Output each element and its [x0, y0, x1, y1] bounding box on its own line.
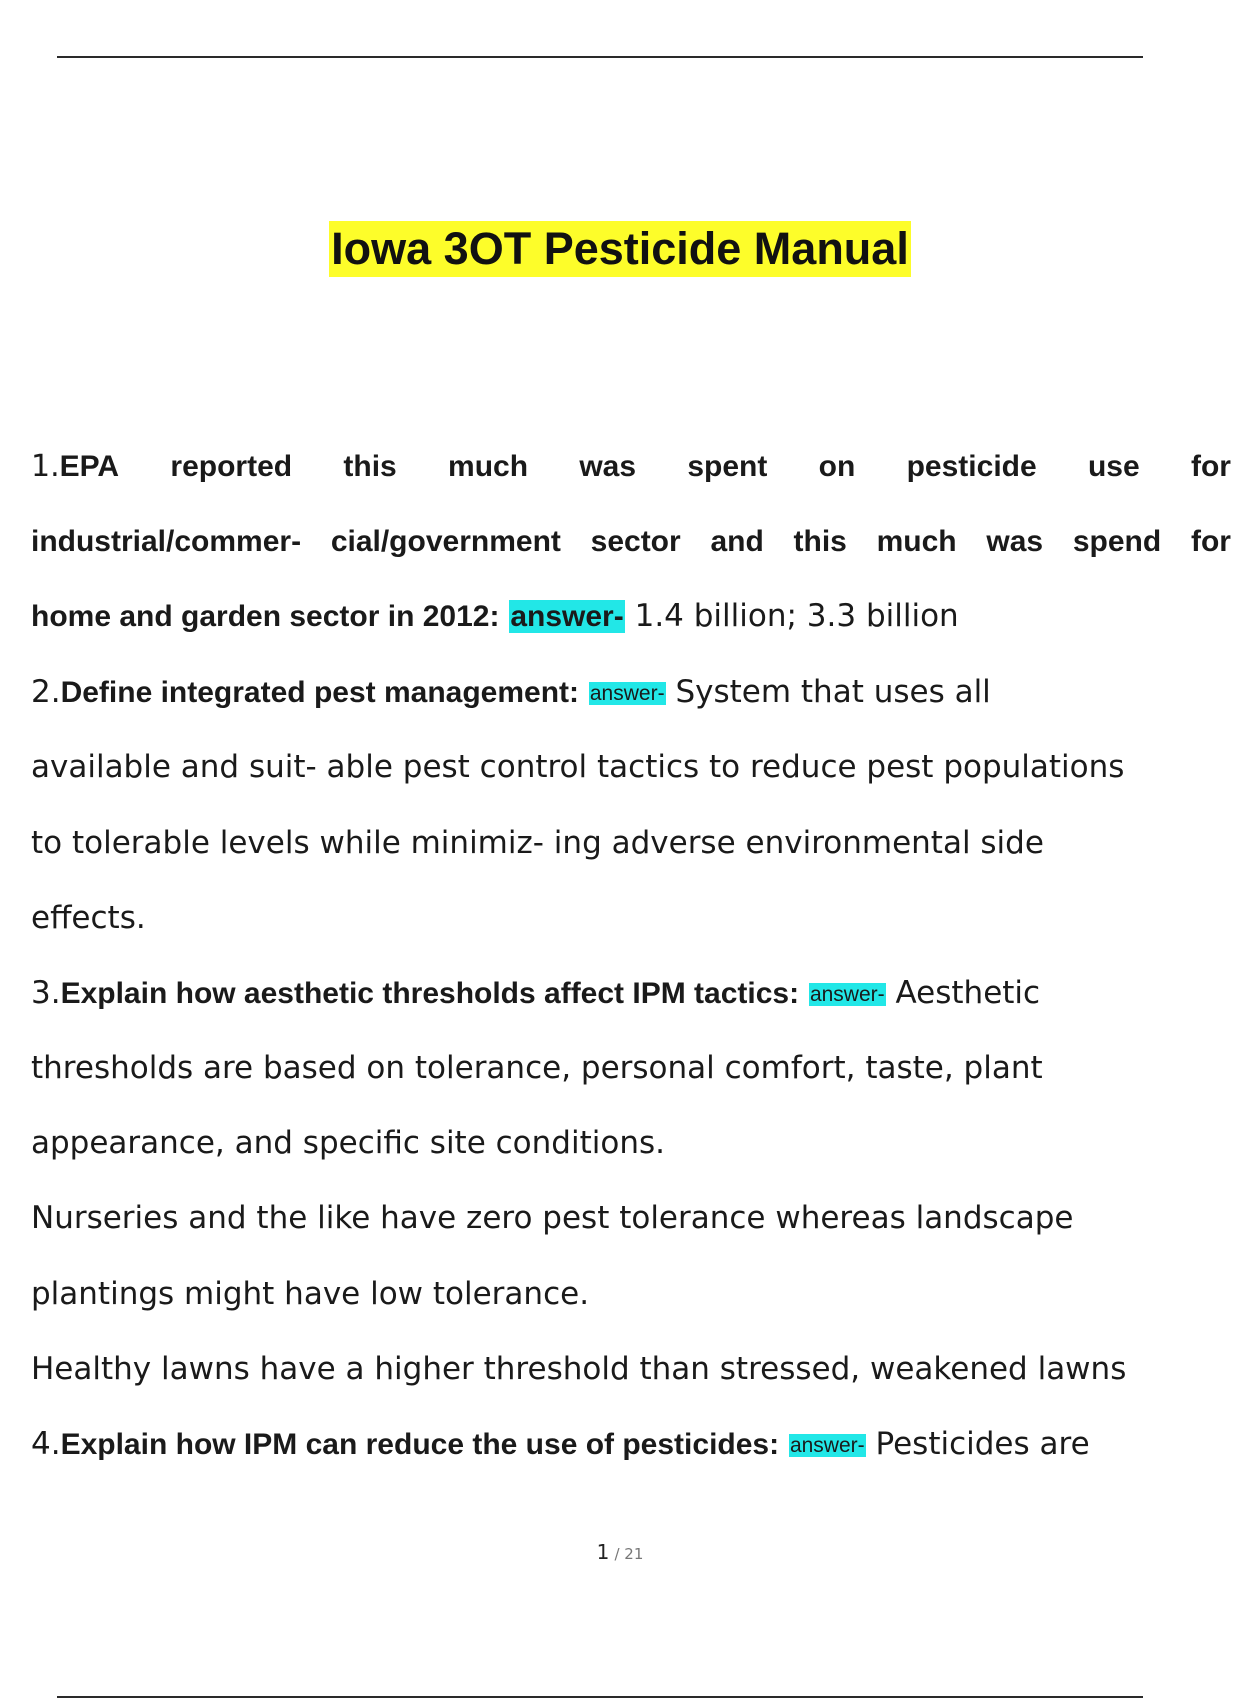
q1-word: reported: [170, 450, 293, 483]
q1-word: EPA: [59, 450, 120, 483]
bottom-rule: [57, 1696, 1143, 1698]
q1-word: this: [793, 525, 847, 558]
q4-line-1: [31, 1424, 1090, 1466]
q1-question-end: home and garden sector in 2012:: [31, 600, 500, 633]
q1-line-2: [31, 522, 1231, 562]
q2-answer-line: available and suit- able pest control tactics to reduce pest populations: [31, 749, 1125, 785]
q1-word: this: [343, 450, 397, 483]
q4-answer-label: answer-: [789, 1434, 865, 1457]
q2-question: Define integrated pest management:: [60, 676, 580, 709]
title-wrap: [0, 221, 1240, 277]
q1-word: for: [1190, 450, 1231, 483]
q1-answer-label: answer-: [510, 600, 624, 633]
q3-answer-line: appearance, and specific site conditions.: [31, 1125, 665, 1161]
q3-answer-line: Aesthetic: [895, 975, 1041, 1011]
q1-word: much: [448, 450, 529, 483]
q3-answer-line: plantings might have low tolerance.: [31, 1276, 590, 1312]
page-total: / 21: [614, 1545, 644, 1563]
q2-number: 2.: [31, 674, 61, 710]
top-rule: [57, 56, 1143, 58]
q1-first-word: [31, 447, 119, 487]
q3-answer-line: Healthy lawns have a higher threshold than stressed, weakened lawns: [31, 1351, 1127, 1387]
q4-question: Explain how IPM can reduce the use of pesticides:: [60, 1428, 780, 1461]
q1-word: industrial/commer-: [31, 525, 302, 558]
q4-answer-line: Pesticides are: [875, 1426, 1090, 1462]
q1-word: and: [710, 525, 764, 558]
q2-answer-line: effects.: [31, 900, 146, 936]
q1-answer: 1.4 billion; 3.3 billion: [634, 598, 959, 634]
q1-word: spent: [687, 450, 768, 483]
q1-word: was: [579, 450, 637, 483]
q2-answer-label: answer-: [589, 682, 665, 705]
q1-word: for: [1190, 525, 1231, 558]
q1-word: spend: [1072, 525, 1162, 558]
q1-word: sector: [590, 525, 681, 558]
q3-answer-line: thresholds are based on tolerance, personal comfort, taste, plant: [31, 1050, 1043, 1086]
q2-answer-line: System that uses all: [675, 674, 991, 710]
q1-word: much: [876, 525, 957, 558]
q3-answer-label: answer-: [809, 983, 885, 1006]
q2-line-1: [31, 672, 991, 714]
q2-answer-line: to tolerable levels while minimiz- ing adverse environmental side: [31, 825, 1044, 861]
q3-line-1: [31, 973, 1040, 1015]
q1-word: cial/government: [330, 525, 561, 558]
q1-line-1: [31, 447, 1231, 487]
document-title: Iowa 3OT Pesticide Manual: [329, 221, 911, 277]
q1-word: was: [986, 525, 1044, 558]
q3-question: Explain how aesthetic thresholds affect IPM tactics:: [60, 977, 800, 1010]
q4-number: 4.: [31, 1426, 61, 1462]
q3-answer-line: Nurseries and the like have zero pest tolerance whereas landscape: [31, 1200, 1074, 1236]
q1-word: use: [1087, 450, 1140, 483]
q1-word: pesticide: [906, 450, 1037, 483]
page-counter: [0, 1540, 1240, 1564]
page-current: 1: [596, 1540, 610, 1564]
q1-number: 1.: [31, 449, 60, 484]
q1-line-3: [31, 596, 959, 637]
q3-number: 3.: [31, 975, 61, 1011]
q1-word: on: [818, 450, 856, 483]
